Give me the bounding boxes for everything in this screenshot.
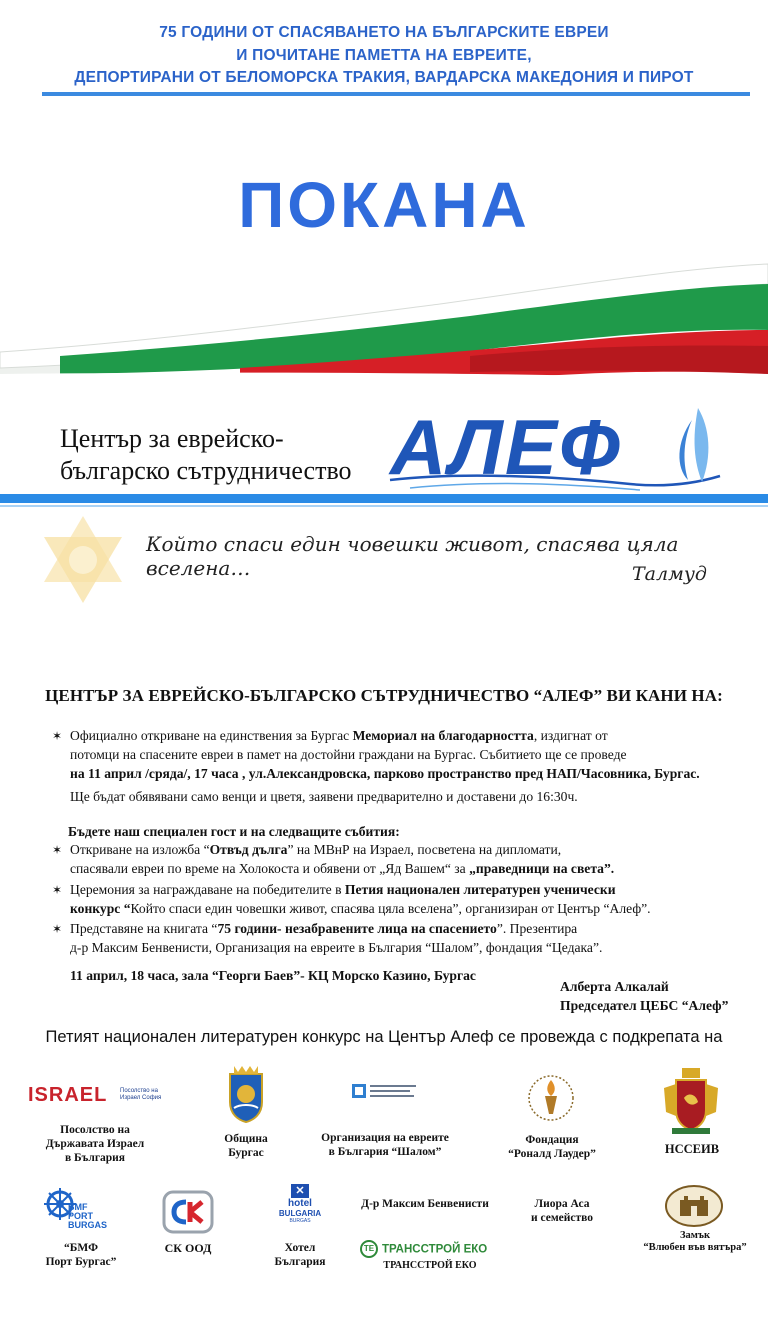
- nsseiv-caption: НССЕИВ: [664, 1142, 720, 1156]
- transstroy-caption: ТРАНССТРОЙ ЕКО: [383, 1260, 477, 1271]
- event1-note: Ще бъдат обявявани само венци и цветя, заявени предварително и доставени до 16:30ч.: [70, 789, 578, 804]
- page-title: ПОКАНА: [238, 169, 530, 241]
- event2-text: Откриване на изложба “: [70, 842, 210, 857]
- caption-line: Държавата Израел: [45, 1138, 145, 1150]
- header-line-3: ДЕПОРТИРАНИ ОТ БЕЛОМОРСКА ТРАКИЯ, ВАРДАРСКА МАКЕДОНИЯ И ПИРОТ: [74, 69, 694, 86]
- hotel-caption: [250, 1241, 350, 1269]
- caption-line: Порт Бургас”: [45, 1256, 117, 1268]
- benvenisti-caption: Д-р Максим Бенвенисти: [361, 1198, 489, 1210]
- center-name-line-1: Център за еврейско-: [60, 424, 284, 453]
- israel-embassy-caption: [20, 1123, 170, 1165]
- bullet-star-icon: ✶: [52, 729, 63, 743]
- quote-text: Който спаси един човешки живот, спасява цяла вселена…: [146, 532, 679, 580]
- bmf-caption: [26, 1241, 136, 1269]
- burgas-caption: [196, 1132, 296, 1160]
- caption-line: Замък: [679, 1230, 711, 1241]
- contest-name: Петия национален литературен ученически: [344, 882, 616, 897]
- bullet-star-icon: ✶: [52, 843, 63, 857]
- caption-line: в България: [64, 1152, 126, 1164]
- event1-datetime: на 11 април /сряда/, 17 часа , ул.Александровска, парково пространство пред НАП/Часовника, Бургас.: [70, 766, 700, 781]
- guest-heading: Бъдете наш специален гост и на следващите събития:: [68, 824, 400, 839]
- signer-title: Председател ЦЕБС “Алеф”: [560, 998, 729, 1013]
- caption-line: България: [274, 1256, 326, 1268]
- caption-line: и семейство: [530, 1212, 594, 1224]
- quote-source: Талмуд: [632, 563, 707, 585]
- lauder-foundation-torch-icon: [526, 1070, 576, 1126]
- invitation-title: ЦЕНТЪР ЗА ЕВРЕЙСКО-БЪЛГАРСКО СЪТРУДНИЧЕСТВО “АЛЕФ” ВИ КАНИ НА:: [45, 686, 723, 705]
- event4-line-1: [70, 919, 577, 938]
- event3-line-2: [70, 899, 651, 918]
- bmf-logo-text-1: BMF: [68, 1202, 88, 1212]
- israel-logo-small: Посолство на Израел София: [120, 1088, 162, 1101]
- event2-line-2: [70, 859, 614, 878]
- bullet-star-icon: ✶: [52, 883, 63, 897]
- caption-line: Организация на евреите: [321, 1132, 449, 1144]
- castle-logo: [664, 1184, 724, 1228]
- event2-datetime: 11 април, 18 часа, зала “Георги Баев”- КЦ Морско Казино, Бургас: [70, 968, 476, 983]
- exhibition-name: Отвъд дълга: [209, 842, 288, 857]
- transstroy-logo: [360, 1240, 494, 1260]
- event1-line-1: [70, 726, 608, 745]
- caption-line: Лиора Аса: [534, 1198, 590, 1210]
- memorial-name: Мемориал на благодарността: [352, 728, 534, 743]
- hotel-x-icon: ✕: [291, 1184, 309, 1198]
- hotel-logo-text-2: BULGARIA: [278, 1209, 322, 1218]
- event4-text-tail: ”. Презентира: [496, 921, 578, 936]
- event4-text: Представяне на книгата “: [70, 921, 218, 936]
- divider-rule: [0, 494, 768, 503]
- header-line-2: И ПОЧИТАНЕ ПАМЕТТА НА ЕВРЕИТЕ,: [236, 46, 532, 64]
- lauder-caption: [500, 1133, 604, 1161]
- israel-logo-text: ISRAEL: [28, 1084, 108, 1106]
- center-name: [60, 423, 352, 487]
- header-line-1: 75 ГОДИНИ ОТ СПАСЯВАНЕТО НА БЪЛГАРСКИТЕ ЕВРЕИ: [159, 24, 609, 41]
- event3-text: Церемония за награждаване на победителите в: [70, 882, 345, 897]
- bulgarian-flag-banner: [0, 256, 768, 396]
- event4-line-2: д-р Максим Бенвенисти, Организация на евреите в България “Шалом”, фондация “Цедака”.: [70, 940, 603, 955]
- caption-line: Бургас: [228, 1147, 264, 1159]
- divider-rule-light: [0, 505, 768, 507]
- caption-line: Посолство на: [60, 1124, 130, 1136]
- caption-line: в България “Шалом”: [328, 1146, 442, 1158]
- bullet-star-icon: ✶: [52, 922, 63, 936]
- israel-embassy-logo: [28, 1084, 168, 1110]
- bmf-logo-text-3: BURGAS: [68, 1220, 108, 1230]
- bulgarian-coat-of-arms-icon: [660, 1066, 722, 1138]
- righteous-label: „праведници на света”.: [469, 861, 615, 876]
- center-name-line-2: българско сътрудничество: [60, 456, 352, 485]
- event1-text-tail: , издигнат от: [533, 728, 608, 743]
- bmf-logo-text-2: PORT: [68, 1211, 94, 1221]
- bmf-port-burgas-logo: [44, 1186, 108, 1234]
- contest-label: конкурс “: [70, 901, 131, 916]
- caption-line: “БМФ: [64, 1242, 98, 1254]
- hotel-logo-text-3: BURGAS: [289, 1218, 311, 1224]
- book-title: 75 години- незабравените лица на спасението: [217, 921, 497, 936]
- caption-line: Община: [224, 1133, 268, 1145]
- caption-line: “Роналд Лаудер”: [508, 1148, 596, 1160]
- signer-name: Алберта Алкалай: [560, 979, 669, 994]
- event1-line-2: потомци на спасените евреи в памет на достойни граждани на Бургас. Събитието ще се проведе: [70, 747, 627, 762]
- burgas-coat-of-arms-icon: [224, 1064, 268, 1124]
- caption-line: Фондация: [525, 1134, 579, 1146]
- star-of-david-icon: [38, 512, 128, 607]
- ck-logo: [162, 1190, 214, 1234]
- shalom-caption: [300, 1131, 470, 1159]
- event3-text-tail: Който спаси един човешки живот, спасява цяла вселена”, организиран от Център “Алеф”.: [130, 901, 651, 916]
- event3-line-1: [70, 880, 616, 899]
- hotel-logo-text-1: hotel: [288, 1198, 312, 1209]
- caption-line: Хотел: [284, 1242, 316, 1254]
- castle-caption: [640, 1230, 750, 1254]
- liora-caption: [512, 1197, 612, 1225]
- event1-text: Официално откриване на единствения за Бургас: [70, 728, 353, 743]
- shalom-logo: [352, 1082, 418, 1104]
- header-text: [0, 22, 768, 90]
- transstroy-te-icon: TE: [360, 1240, 378, 1258]
- hotel-bulgaria-logo: [276, 1184, 324, 1230]
- alef-logo: [380, 398, 730, 498]
- event2-line-1: [70, 840, 561, 859]
- sponsors-intro: Петият национален литературен конкурс на Център Алеф се провежда с подкрепата на: [45, 1028, 723, 1046]
- alef-logo-text: АЛЕФ: [390, 403, 622, 491]
- caption-line: “Влюбен във вятъра”: [643, 1242, 747, 1253]
- event2-text-2: спасявали евреи по време на Холокоста и обявени от „Яд Вашем“ за: [70, 861, 470, 876]
- transstroy-logo-text: ТРАНССТРОЙ ЕКО: [382, 1243, 488, 1256]
- ck-caption: СК ООД: [164, 1241, 212, 1255]
- event2-text-tail: ” на МВнР на Израел, посветена на дипломати,: [287, 842, 562, 857]
- header-rule: [42, 92, 750, 96]
